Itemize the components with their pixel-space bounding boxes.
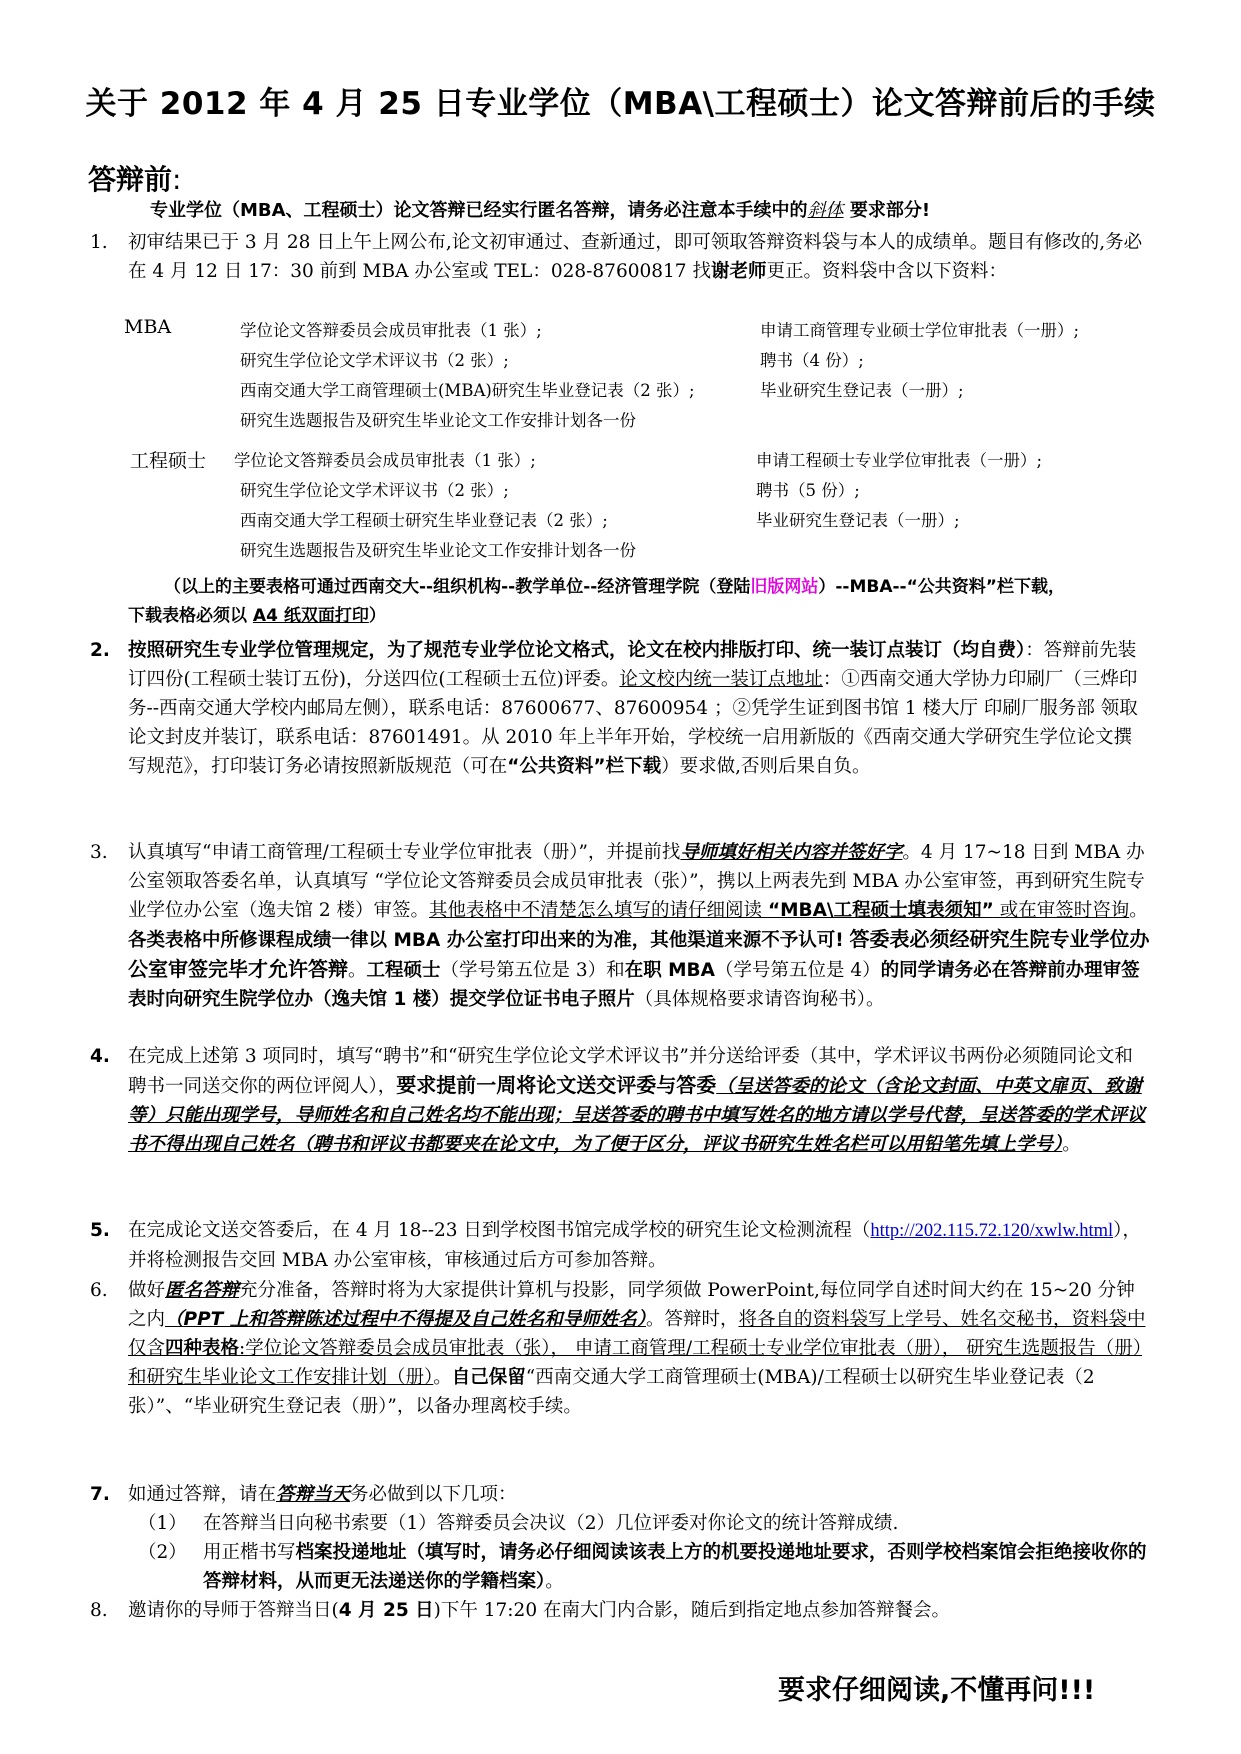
item-text: （学号第五位是 3）和 xyxy=(440,960,625,981)
item-text: 认真填写“申请工商管理/工程硕士专业学位审批表（册）”，并提前找 xyxy=(128,842,681,863)
item-bold-italic: 答辩当天 xyxy=(276,1484,351,1505)
eng-left-list xyxy=(234,446,636,566)
item-underline-bold: “MBA\工程硕士填表须知” xyxy=(767,900,994,921)
intro-italic: 斜体 xyxy=(807,200,844,221)
item-bold: “公共资料”栏下载 xyxy=(507,756,662,777)
item-2 xyxy=(90,636,1150,781)
item-number: 6. xyxy=(90,1280,108,1301)
sub-text: 。 xyxy=(545,1571,564,1592)
item-text: ）要求做,否则后果自负。 xyxy=(661,756,871,777)
item-text: 务必做到以下几项： xyxy=(350,1484,517,1505)
list-item: 研究生学位论文学术评议书（2 张）; xyxy=(240,481,509,500)
mba-label: MBA xyxy=(124,316,172,338)
note-text: （以上的主要表格可通过西南交大--组织机构--教学单位--经济管理学院（登陆 xyxy=(164,577,751,597)
check-url-link[interactable]: http://202.115.72.120/xwlw.html xyxy=(870,1221,1114,1241)
item-bold: 在职 MBA xyxy=(624,960,715,981)
list-item: 西南交通大学工商管理硕士(MBA)研究生毕业登记表（2 张）; xyxy=(240,381,695,400)
item-text: ：答辩前先装订四份(工程硕士装订五份)，分送四位(工程硕士五位)评委。 xyxy=(128,640,1137,690)
item-number: 7. xyxy=(90,1484,110,1505)
list-item: 聘书（5 份）; xyxy=(756,481,860,500)
item-bold-large: 要求提前一周将论文送交评委与答委 xyxy=(396,1073,717,1097)
item-text: 。 xyxy=(1129,900,1148,921)
item-bold: 按照研究生专业学位管理规定，为了规范专业学位论文格式，论文在校内排版打印、统一装订点装订（均自费） xyxy=(128,640,1026,661)
item-text: （学号第五位是 4） xyxy=(714,960,881,981)
item-6 xyxy=(90,1276,1150,1421)
item-number: 5. xyxy=(90,1220,110,1241)
item-text: ：①西南交通大学协力印刷厂（三烨印务--西南交通大学校内邮局左侧），联系电话：87600677、87600954 ；②凭学生证到图书馆 1 楼大厅 印刷厂服务部 领取论文封皮并装订，联系电话：87601491。从 2010 年上半年开始，学校统一启用新版的《西南交通大学研究生学位论文撰写规范》，打印装订务必请按照新版规范（可在 xyxy=(128,669,1138,777)
list-item: 研究生选题报告及研究生毕业论文工作安排计划各一份 xyxy=(240,411,636,430)
item-text: 。4 月 17~18 日到 MBA 办公室领取答委名单，认真填写 “学位论文答辩委员会成员审批表（张）”，携以上两表先到 MBA 办公室审签，再到研究生院专业学位办公室（逸夫馆 2 楼）审签。 xyxy=(128,842,1145,921)
item-text: 更正。资料袋中含以下资料： xyxy=(766,261,1007,282)
note-text: ） xyxy=(368,606,386,626)
item-number: 8. xyxy=(90,1600,108,1621)
download-note xyxy=(128,573,1158,631)
item-5 xyxy=(90,1216,1150,1275)
item-underline: 或在审签时咨询 xyxy=(993,900,1130,921)
sub-text: 用正楷书写 xyxy=(203,1542,296,1563)
item-underline-bold: 四种表格 xyxy=(165,1338,240,1359)
eng-right-list xyxy=(756,446,1042,536)
intro-line xyxy=(150,196,930,222)
item-number: 2. xyxy=(90,640,110,661)
list-item: 研究生选题报告及研究生毕业论文工作安排计划各一份 xyxy=(240,541,636,560)
list-item: 毕业研究生登记表（一册）; xyxy=(760,381,964,400)
sub-text: 在答辩当日向秘书索要（1）答辩委员会决议（2）几位评委对你论文的统计答辩成绩. xyxy=(203,1513,899,1534)
item-text: 如通过答辩，请在 xyxy=(128,1484,277,1505)
item-number: 1. xyxy=(90,232,108,253)
mba-left-list xyxy=(240,316,695,436)
list-item: 聘书（4 份）; xyxy=(760,351,864,370)
item-7 xyxy=(90,1480,1150,1509)
note-text: ）--MBA--“公共资料”栏下载， xyxy=(818,577,1065,597)
item-text: 初审结果已于 3 月 28 日上午上网公布,论文初审通过、查新通过，即可领取答辩资料袋与本人的成绩单。题目有修改的,务必在 4 月 12 日 17：30 前到 MBA 办公室或 TEL：028-87600817 找 xyxy=(128,232,1143,282)
page-title: 关于 2012 年 4 月 25 日专业学位（MBA\工程硕士）论文答辩前后的手续 xyxy=(85,86,1156,122)
list-item: 学位论文答辩委员会成员审批表（1 张）; xyxy=(234,451,536,470)
item-bold: 4 月 25 日 xyxy=(338,1600,434,1621)
item-text: ），并将检测报告交回 MBA 办公室审核，审核通过后方可参加答辩。 xyxy=(128,1220,1141,1271)
list-item: 申请工商管理专业硕士学位审批表（一册）; xyxy=(760,321,1080,340)
item-bold: 的同学请务必在答辩前办理审签表时向研究生院学位办（逸夫馆 1 楼）提交学位证书电子照片 xyxy=(128,960,1140,1010)
teacher-name: 谢老师 xyxy=(710,261,767,282)
section-heading xyxy=(88,158,181,198)
item-bold-italic: （呈送答委的论文（含论文封面、中英文扉页、致谢等）只能出现学号，导师姓名和自己姓名均不能出现；呈送答委的聘书中填写姓名的地方请以学号代替，呈送答委的学术评议书不得出现自己姓名（聘书和评议书都要夹在论文中，为了便于区分，评议书研究生姓名栏可以用铅笔先填上学号） xyxy=(128,1076,1146,1155)
item-8 xyxy=(90,1596,1150,1625)
list-item: 申请工程硕士专业学位审批表（一册）; xyxy=(756,451,1043,470)
item-text: 做好 xyxy=(128,1280,166,1301)
section-colon: : xyxy=(172,163,182,196)
list-item: 毕业研究生登记表（一册）; xyxy=(756,511,960,530)
item-bold: 各类表格中所修课程成绩一律以 MBA 办公室打印出来的为准，其他渠道来源不予认可! xyxy=(128,930,844,951)
item-text: “西南交通大学工商管理硕士(MBA)/工程硕士以研究生毕业登记表（2 张）”、“毕业研究生登记表（册）”，以备办理离校手续。 xyxy=(128,1367,1095,1417)
item-1 xyxy=(90,228,1150,286)
item-bold-large: 答委表必须经研究生院专业学位办公室审签完毕才允许答辩 xyxy=(128,927,1150,981)
sub-number: （1） xyxy=(138,1513,187,1534)
item-underline: 将各自的资料袋写上学号、姓名交秘书，资料袋中仅含 xyxy=(128,1309,1146,1359)
item-text: 在完成上述第 3 项同时，填写“聘书”和“研究生学位论文学术评议书”并分送给评委（其中，学术评议书两份必须随同论文和聘书一同送交你的两位评阅人）， xyxy=(128,1046,1133,1097)
mba-right-list xyxy=(760,316,1079,406)
item-bold: 工程硕士 xyxy=(366,960,441,981)
item-underline: 论文校内统一装订点地址 xyxy=(619,669,823,690)
item-bold-italic: 匿名答辩 xyxy=(165,1280,240,1301)
item-text: )下午 17:20 在南大门内合影，随后到指定地点参加答辩餐会。 xyxy=(433,1600,950,1621)
item-text: 。 xyxy=(1062,1134,1081,1155)
note-underline: A4 纸双面打印 xyxy=(252,606,369,626)
list-item: 西南交通大学工程硕士研究生毕业登记表（2 张）; xyxy=(240,511,608,530)
item-text: 在完成论文送交答委后，在 4 月 18--23 日到学校图书馆完成学校的研究生论文检测流程（ xyxy=(128,1220,871,1241)
sub-bold: 档案投递地址（填写时，请务必仔细阅读该表上方的机要投递地址要求，否则学校档案馆会拒绝接收你的答辩材料，从而更无法递送你的学籍档案） xyxy=(203,1542,1147,1592)
item-text: （具体规格要求请咨询秘书）。 xyxy=(634,989,885,1010)
note-text: 下载表格必须以 xyxy=(128,606,253,626)
list-item: 研究生学位论文学术评议书（2 张）; xyxy=(240,351,509,370)
item-number: 4. xyxy=(90,1046,110,1067)
item-bold: 自己保留 xyxy=(451,1367,526,1388)
eng-label: 工程硕士 xyxy=(130,450,207,472)
item-underline: :学位论文答辩委员会成员审批表（张）， 申请工商管理/工程硕士专业学位审批表（册）， 研究生选题报告（册）和研究生毕业论文工作安排计划（册） xyxy=(128,1338,1143,1388)
item-7-sub-1 xyxy=(138,1509,1148,1538)
item-text: 充分准备，答辩时将为大家提供计算机与投影，同学须做 PowerPoint,每位同学自述时间大约在 15~20 分钟之内 xyxy=(128,1280,1135,1330)
closing-remark: 要求仔细阅读,不懂再问!!! xyxy=(778,1675,1096,1706)
item-text: 。 xyxy=(348,960,367,981)
intro-text: 专业学位（MBA、工程硕士）论文答辩已经实行匿名答辩，请务必注意本手续中的 xyxy=(150,200,808,221)
item-text: 邀请你的导师于答辩当日( xyxy=(128,1600,339,1621)
item-text: 。答辩时， xyxy=(645,1309,739,1330)
item-bold-italic: （PPT 上和答辩陈述过程中不得提及自己姓名和导师姓名） xyxy=(165,1309,646,1330)
item-3 xyxy=(90,838,1150,1014)
section-label: 答辩前 xyxy=(88,163,173,196)
item-underline: 其他表格中不清楚怎么填写的请仔细阅读 xyxy=(429,900,768,921)
item-7-sub-2 xyxy=(138,1538,1148,1596)
item-number: 3. xyxy=(90,842,108,863)
intro-post: 要求部分! xyxy=(843,200,931,221)
item-4 xyxy=(90,1042,1150,1159)
item-text: 。 xyxy=(433,1367,452,1388)
old-site-link[interactable]: 旧版网站 xyxy=(750,577,819,597)
item-bold-italic: 导师填好相关内容并签好字 xyxy=(680,842,903,863)
list-item: 学位论文答辩委员会成员审批表（1 张）; xyxy=(240,321,542,340)
sub-number: （2） xyxy=(138,1542,187,1563)
